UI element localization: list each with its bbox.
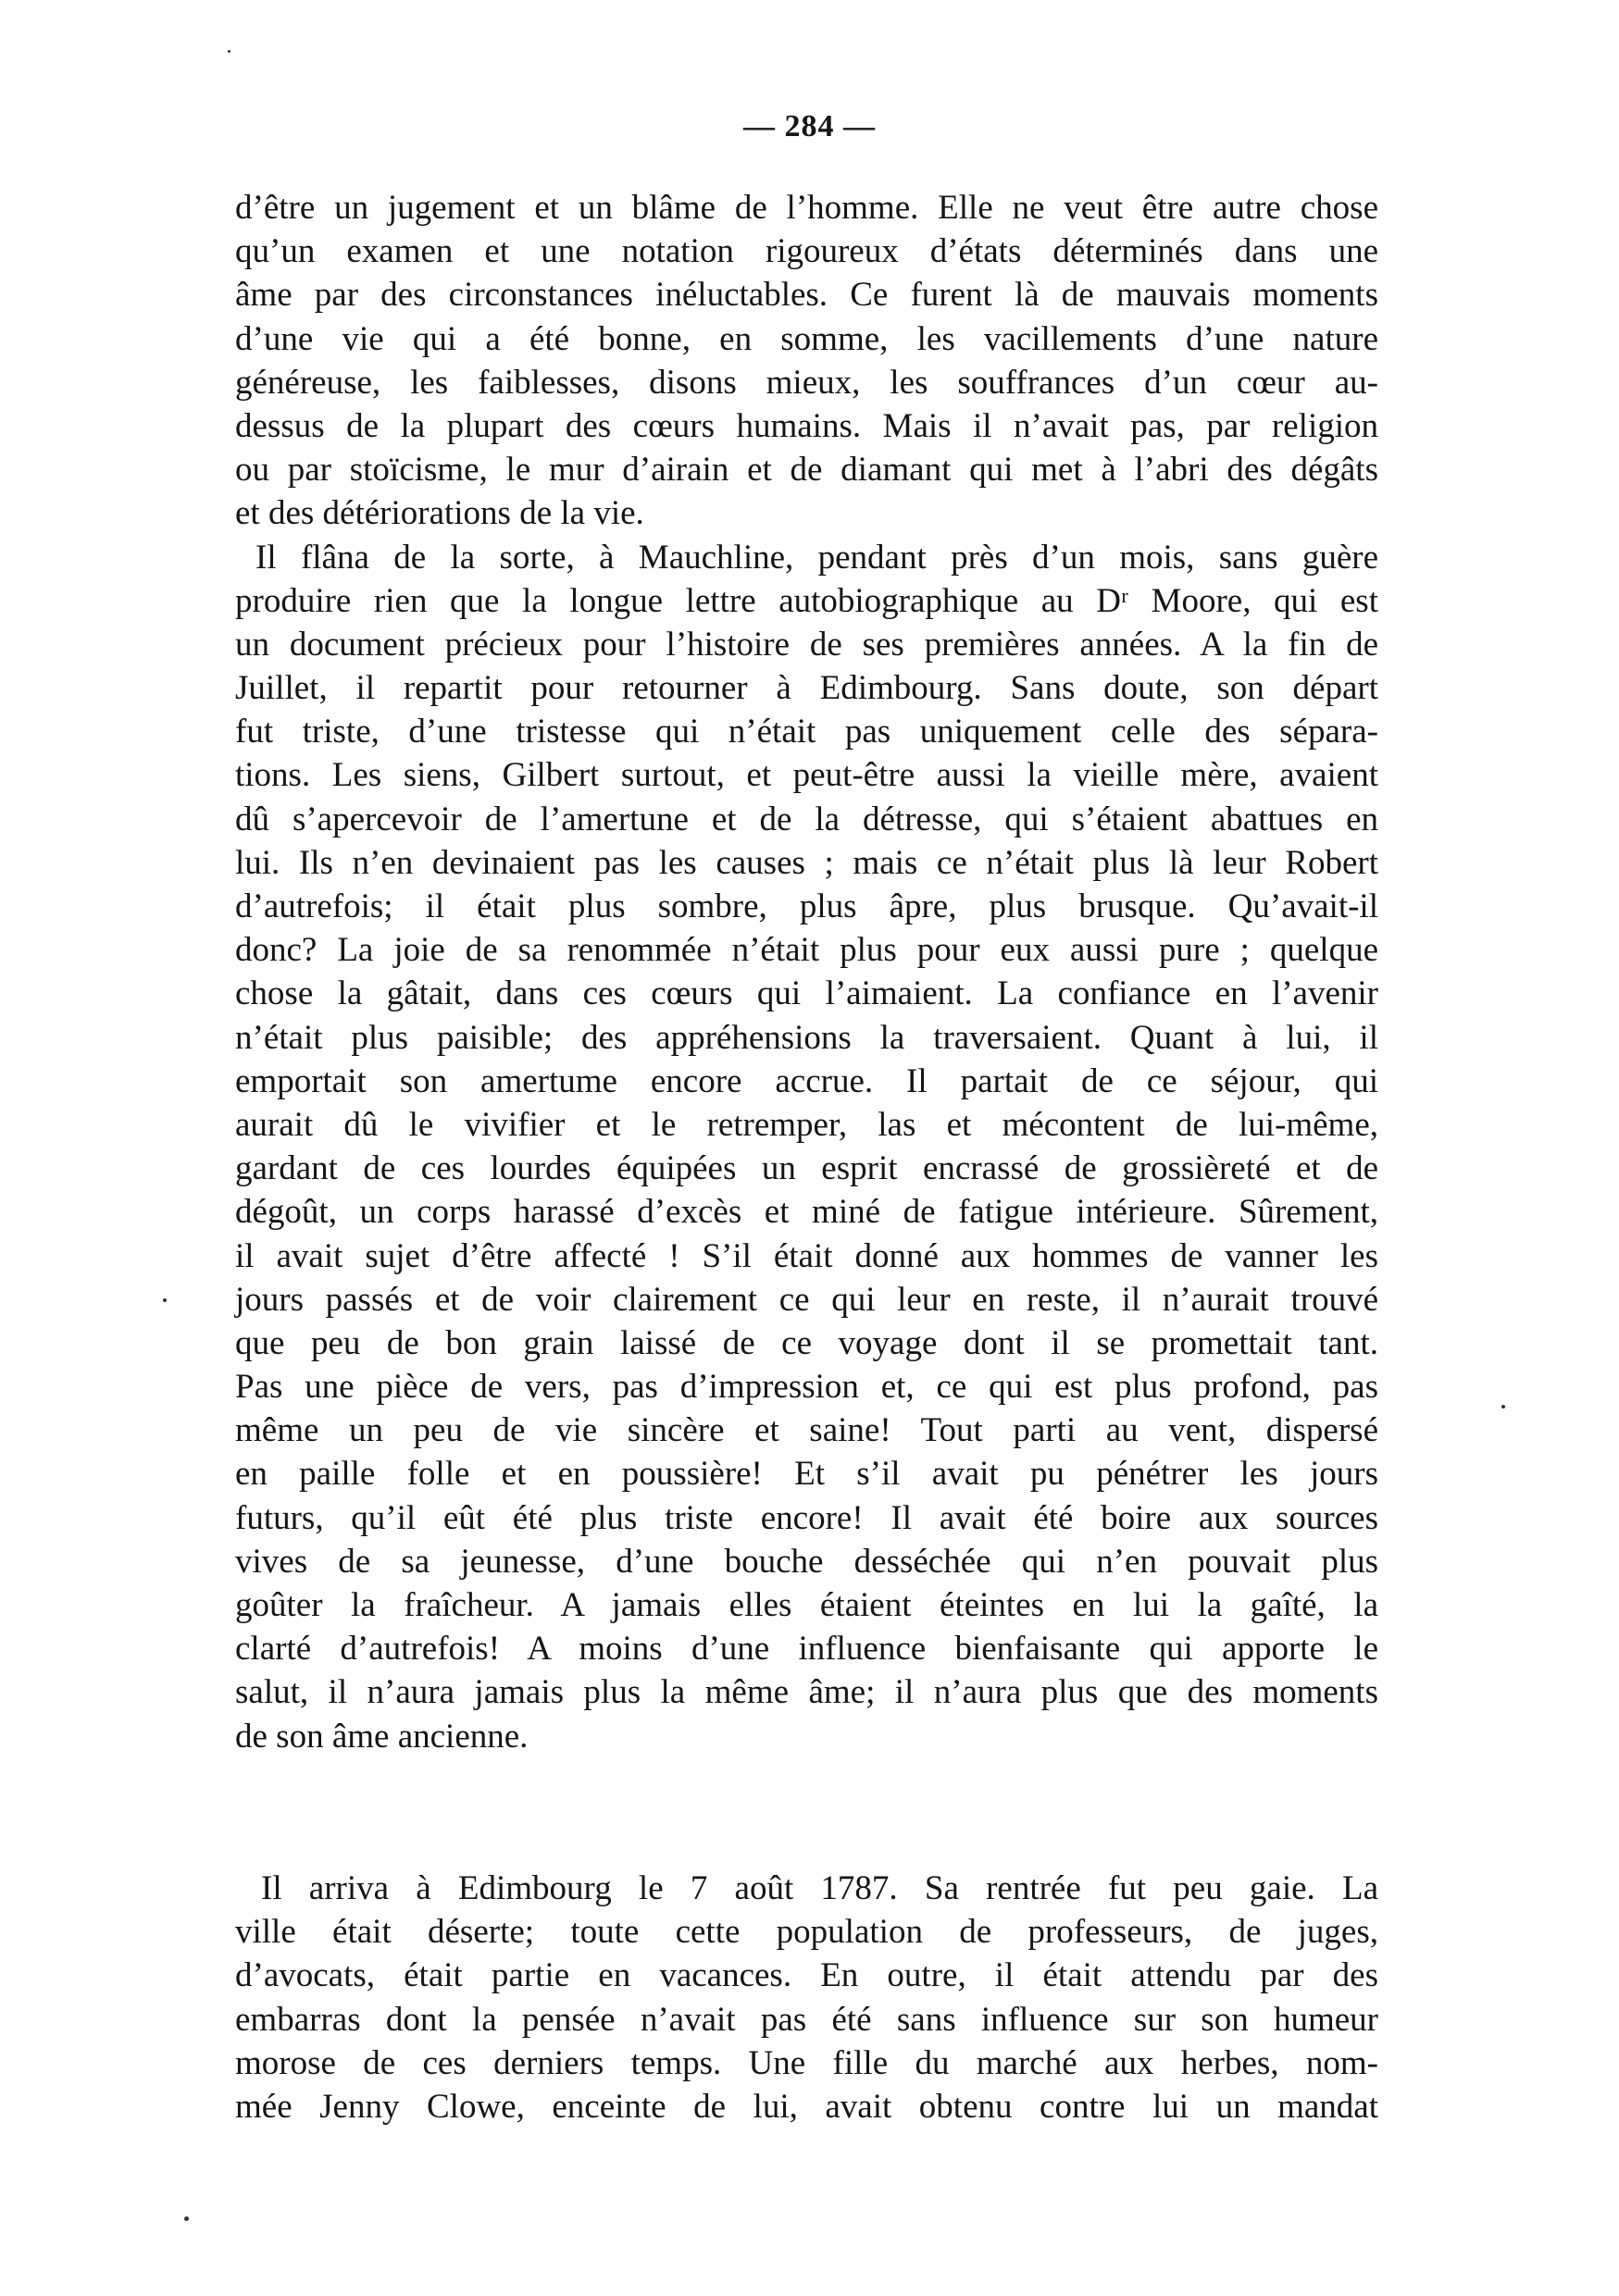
text-line: même un peu de vie sincère et saine! Tout parti au vent, dispersé xyxy=(235,1411,1378,1450)
text-line: ou par stoïcisme, le mur d’airain et de diamant qui met à l’abri des dégâts xyxy=(235,451,1378,490)
text-line: ville était déserte; toute cette population de professeurs, de juges, xyxy=(235,1913,1378,1952)
text-line: chose la gâtait, dans ces cœurs qui l’aimaient. La confiance en l’avenir xyxy=(235,974,1378,1013)
text-line: qu’un examen et une notation rigoureux d’états déterminés dans une xyxy=(235,232,1378,271)
text-line: d’une vie qui a été bonne, en somme, les vacillements d’une nature xyxy=(235,319,1378,358)
text-line: clarté d’autrefois! A moins d’une influence bienfaisante qui apporte le xyxy=(235,1630,1378,1669)
text-line: embarras dont la pensée n’avait pas été sans influence sur son humeur xyxy=(235,2000,1378,2039)
text-line: futurs, qu’il eût été plus triste encore! Il avait été boire aux sources xyxy=(235,1498,1378,1537)
text-line: goûter la fraîcheur. A jamais elles étaient éteintes en lui la gaîté, la xyxy=(235,1586,1378,1624)
page-number: — 284 — xyxy=(743,109,876,143)
text-line: lui. Ils n’en devinaient pas les causes ; mais ce n’était plus là leur Robert xyxy=(235,843,1378,882)
text-line: vives de sa jeunesse, d’une bouche desséchée qui n’en pouvait plus xyxy=(235,1542,1378,1581)
text-line: donc? La joie de sa renommée n’était plus pour eux aussi pure ; quelque xyxy=(235,931,1378,970)
text-line: Juillet, il repartit pour retourner à Edimbourg. Sans doute, son départ xyxy=(235,669,1378,708)
text-line: fut triste, d’une tristesse qui n’était pas uniquement celle des sépara- xyxy=(235,713,1378,751)
paragraph-first-line: Il flâna de la sorte, à Mauchline, pendant près d’un mois, sans guère xyxy=(255,538,1378,577)
text-line: de son âme ancienne. xyxy=(235,1717,529,1756)
text-line: généreuse, les faiblesses, disons mieux, les souffrances d’un cœur au- xyxy=(235,363,1378,402)
text-line: d’autrefois; il était plus sombre, plus âpre, plus brusque. Qu’avait-il xyxy=(235,887,1378,925)
text-line: morose de ces derniers temps. Une fille du marché aux herbes, nom- xyxy=(235,2043,1378,2082)
text-line: que peu de bon grain laissé de ce voyage dont il se promettait tant. xyxy=(235,1323,1378,1362)
text-line: gardant de ces lourdes équipées un esprit encrassé de grossièreté et de xyxy=(235,1149,1378,1188)
paragraph-first-line: Il arriva à Edimbourg le 7 août 1787. Sa rentrée fut peu gaie. La xyxy=(261,1869,1378,1907)
text-line: mée Jenny Clowe, enceinte de lui, avait obtenu contre lui un mandat xyxy=(235,2087,1378,2126)
scan-speck xyxy=(184,2216,189,2221)
text-line: emportait son amertume encore accrue. Il partait de ce séjour, qui xyxy=(235,1061,1378,1100)
text-line: n’était plus paisible; des appréhensions la traversaient. Quant à lui, il xyxy=(235,1018,1378,1057)
scan-speck xyxy=(1501,1405,1505,1409)
text-line: et des détériorations de la vie. xyxy=(235,494,644,533)
text-line: un document précieux pour l’histoire de ses premières années. A la fin de xyxy=(235,625,1378,664)
text-line: tions. Les siens, Gilbert surtout, et peut-être aussi la vieille mère, avaient xyxy=(235,756,1378,795)
text-line: dû s’apercevoir de l’amertune et de la détresse, qui s’étaient abattues en xyxy=(235,800,1378,838)
text-line: jours passés et de voir clairement ce qui leur en reste, il n’aurait trouvé xyxy=(235,1280,1378,1319)
text-line: dessus de la plupart des cœurs humains. Mais il n’avait pas, par religion xyxy=(235,406,1378,445)
text-line: Pas une pièce de vers, pas d’impression et, ce qui est plus profond, pas xyxy=(235,1368,1378,1407)
text-line: âme par des circonstances inéluctables. Ce furent là de mauvais moments xyxy=(235,276,1378,315)
body-text-lower xyxy=(235,1867,1378,2128)
text-line: en paille folle et en poussière! Et s’il avait pu pénétrer les jours xyxy=(235,1455,1378,1494)
scan-speck xyxy=(163,1298,167,1302)
body-text-upper xyxy=(235,186,1378,1758)
text-line: il avait sujet d’être affecté ! S’il était donné aux hommes de vanner les xyxy=(235,1236,1378,1275)
text-line: salut, il n’aura jamais plus la même âme; il n’aura plus que des moments xyxy=(235,1673,1378,1712)
text-line: d’être un jugement et un blâme de l’homme. Elle ne veut être autre chose xyxy=(235,189,1378,227)
scan-speck xyxy=(228,50,230,53)
text-line: d’avocats, était partie en vacances. En outre, il était attendu par des xyxy=(235,1956,1378,1995)
text-line: dégoût, un corps harassé d’excès et miné de fatigue intérieure. Sûrement, xyxy=(235,1193,1378,1232)
text-line: aurait dû le vivifier et le retremper, las et mécontent de lui-même, xyxy=(235,1105,1378,1144)
text-line: produire rien que la longue lettre autobiographique au Dʳ Moore, qui est xyxy=(235,581,1378,620)
